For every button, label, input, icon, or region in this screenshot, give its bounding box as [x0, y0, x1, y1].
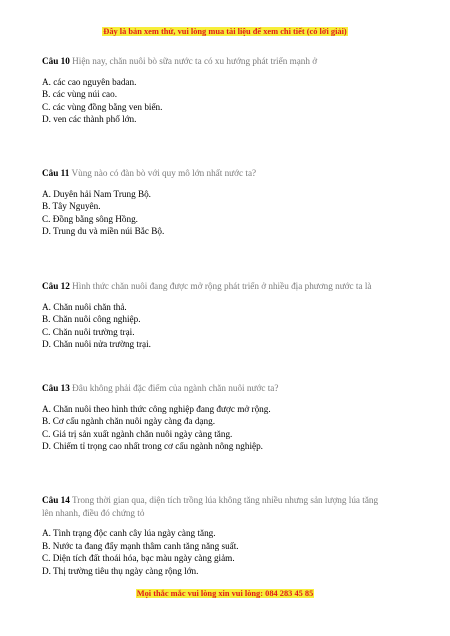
question-11 [42, 167, 382, 238]
question-13 [42, 382, 382, 453]
question-stem [42, 494, 382, 519]
question-14 [42, 494, 382, 578]
option-a: A. các cao nguyên badan. [42, 76, 137, 87]
contact-banner-text: Mọi thắc mắc vui lòng xin vui lòng: 084 283 45 85 [136, 589, 314, 598]
option-a: A. Duyên hải Nam Trung Bộ. [42, 188, 151, 199]
question-text: Hiện nay, chăn nuôi bò sữa nước ta có xu hướng phát triển mạnh ở [72, 56, 318, 66]
question-stem [42, 55, 382, 68]
contact-banner [0, 589, 450, 598]
option-b: B. Tây Nguyên. [42, 201, 101, 212]
option-c: C. Đồng bằng sông Hồng. [42, 213, 138, 224]
option-d: D. ven các thành phố lớn. [42, 114, 137, 125]
option-c: C. Giá trị sản xuất ngành chăn nuôi ngày càng tăng. [42, 428, 233, 439]
question-stem [42, 167, 382, 180]
question-stem [42, 382, 382, 395]
option-c: C. Diện tích đất thoái hóa, bạc màu ngày càng giảm. [42, 553, 235, 564]
option-a: A. Tình trạng độc canh cây lúa ngày càng tăng. [42, 528, 216, 539]
question-label: Câu 13 [42, 383, 70, 393]
question-stem [42, 280, 382, 293]
option-b: B. các vùng núi cao. [42, 89, 118, 100]
option-c: C. Chăn nuôi trường trại. [42, 326, 135, 337]
question-text: Đâu không phải đặc điểm của ngành chăn nuôi nước ta? [72, 383, 279, 393]
option-d: D. Trung du và miền núi Bắc Bộ. [42, 226, 165, 237]
question-text: Trong thời gian qua, diện tích trồng lúa không tăng nhiều nhưng sản lượng lúa tăng lên nhanh, điều đó chứng tỏ [42, 495, 379, 518]
question-text: Hình thức chăn nuôi đang được mở rộng phát triển ở nhiều địa phương nước ta là [72, 281, 372, 291]
option-d: D. Chiếm tỉ trọng cao nhất trong cơ cấu ngành nông nghiệp. [42, 441, 263, 452]
option-b: B. Cơ cấu ngành chăn nuôi ngày càng đa dạng. [42, 416, 215, 427]
question-label: Câu 12 [42, 281, 70, 291]
option-b: B. Nước ta đang đẩy mạnh thâm canh tăng năng suất. [42, 540, 239, 551]
option-a: A. Chăn nuôi chăn thả. [42, 301, 127, 312]
question-text: Vùng nào có đàn bò với quy mô lớn nhất nước ta? [71, 168, 257, 178]
option-b: B. Chăn nuôi công nghiệp. [42, 314, 141, 325]
option-d: D. Chăn nuôi nửa trường trại. [42, 339, 151, 350]
question-label: Câu 10 [42, 56, 70, 66]
preview-banner-text: Đây là bản xem thử, vui lòng mua tài liệu để xem chi tiết (có lời giải) [103, 27, 347, 36]
option-d: D. Thị trường tiêu thụ ngày càng rộng lớn. [42, 565, 199, 576]
question-label: Câu 14 [42, 495, 70, 505]
question-12 [42, 280, 382, 351]
question-10 [42, 55, 382, 126]
option-c: C. các vùng đồng bằng ven biển. [42, 101, 163, 112]
preview-banner [0, 27, 450, 36]
option-a: A. Chăn nuôi theo hình thức công nghiệp đang được mở rộng. [42, 403, 271, 414]
question-label: Câu 11 [42, 168, 70, 178]
